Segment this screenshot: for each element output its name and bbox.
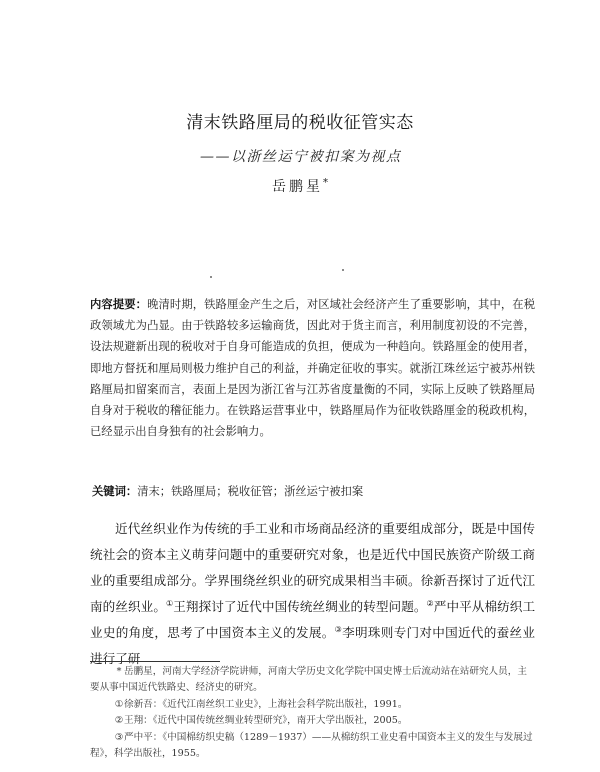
abstract-text: 晚清时期，铁路厘金产生之后，对区域社会经济产生了重要影响，其中，在税政领域尤为凸显。由于铁路较多运输商货，因此对于货主而言，利用制度初设的不完善，设法规避新出现的税收对于自身可能造成的负担，便成为一种趋向。铁路厘金的使用者，即地方督抚和厘局则极力维护自己的利益，并确定征收的事实。就浙江珠丝运宁被苏州铁路厘局扣留案而言，表面上是因为浙江省与江苏省度量衡的不同，实际上反映了铁路厘局自身对于税收的稽征能力。在铁路运营事业中，铁路厘局作为征收铁路厘金的税政机构，已经显示出自身独有的社会影响力。: [90, 298, 535, 439]
footnote-divider: [90, 661, 220, 662]
abstract: [90, 294, 535, 442]
scan-speck: [210, 276, 212, 278]
keywords-label: 关键词：: [92, 484, 138, 498]
author-footnote-mark: *: [323, 177, 328, 189]
author-name: 岳鹏星: [272, 179, 323, 195]
footnote-2-text: 王翔：《近代中国传统丝绸业转型研究》，南开大学出版社，2005。: [124, 715, 408, 727]
keywords-text: 清末；铁路厘局；税收征管；浙丝运宁被扣案: [137, 485, 364, 498]
footnote-2-mark: ②: [114, 715, 124, 727]
footnote-1: [90, 697, 535, 713]
footnote-1-mark: ①: [114, 698, 124, 710]
footnote-author-mark: *: [116, 666, 122, 677]
body-text-part-3: 严中平从棉纺织工业史的角度，思考了中国资本主义的发展。: [90, 599, 536, 640]
article-author: [0, 176, 600, 196]
footnote-author: [90, 664, 535, 697]
footnote-ref-3: ③: [334, 624, 343, 634]
footnote-author-text: 岳鹏星，河南大学经济学院讲师，河南大学历史文化学院中国史博士后流动站在站研究人员，主要从事中国近代铁路史、经济史的研究。: [90, 666, 527, 694]
article-subtitle: ——以浙丝运宁被扣案为视点: [200, 149, 402, 165]
body-text-part-4: 李明珠则专门对中国近代的蚕丝业进行了研: [90, 625, 536, 666]
footnote-3-text: 严中平：《中国棉纺织史稿（1289－1937）——从棉纺织工业史看中国资本主义的发生与发展过程》，科学出版社，1955。: [90, 731, 533, 760]
footnote-ref-2: ②: [426, 598, 434, 608]
body-paragraph: [90, 516, 535, 672]
footnote-2: [90, 713, 535, 729]
abstract-label: 内容提要：: [90, 297, 148, 311]
scan-speck: [342, 269, 344, 271]
footnote-ref-1: ①: [166, 598, 174, 608]
footnote-3-mark: ③: [114, 731, 124, 743]
keywords: [92, 482, 532, 501]
article-title: 清末铁路厘局的税收征管实态: [186, 113, 414, 133]
footnote-1-text: 徐新吾：《近代江南丝织工业史》，上海社会科学院出版社，1991。: [124, 698, 408, 710]
footnotes: [90, 664, 535, 762]
body-text-part-2: 王翔探讨了近代中国传统丝绸业的转型问题。: [173, 599, 427, 614]
body-text-part-1: 近代丝织业作为传统的手工业和市场商品经济的重要组成部分，既是中国传统社会的资本主义萌芽问题中的重要研究对象，也是近代中国民族资产阶级工商业的重要组成部分。学界围绕丝织业的研究成果相当丰硕。徐新吾探讨了近代江南的丝织业。: [90, 521, 535, 614]
footnote-3: [90, 730, 535, 763]
